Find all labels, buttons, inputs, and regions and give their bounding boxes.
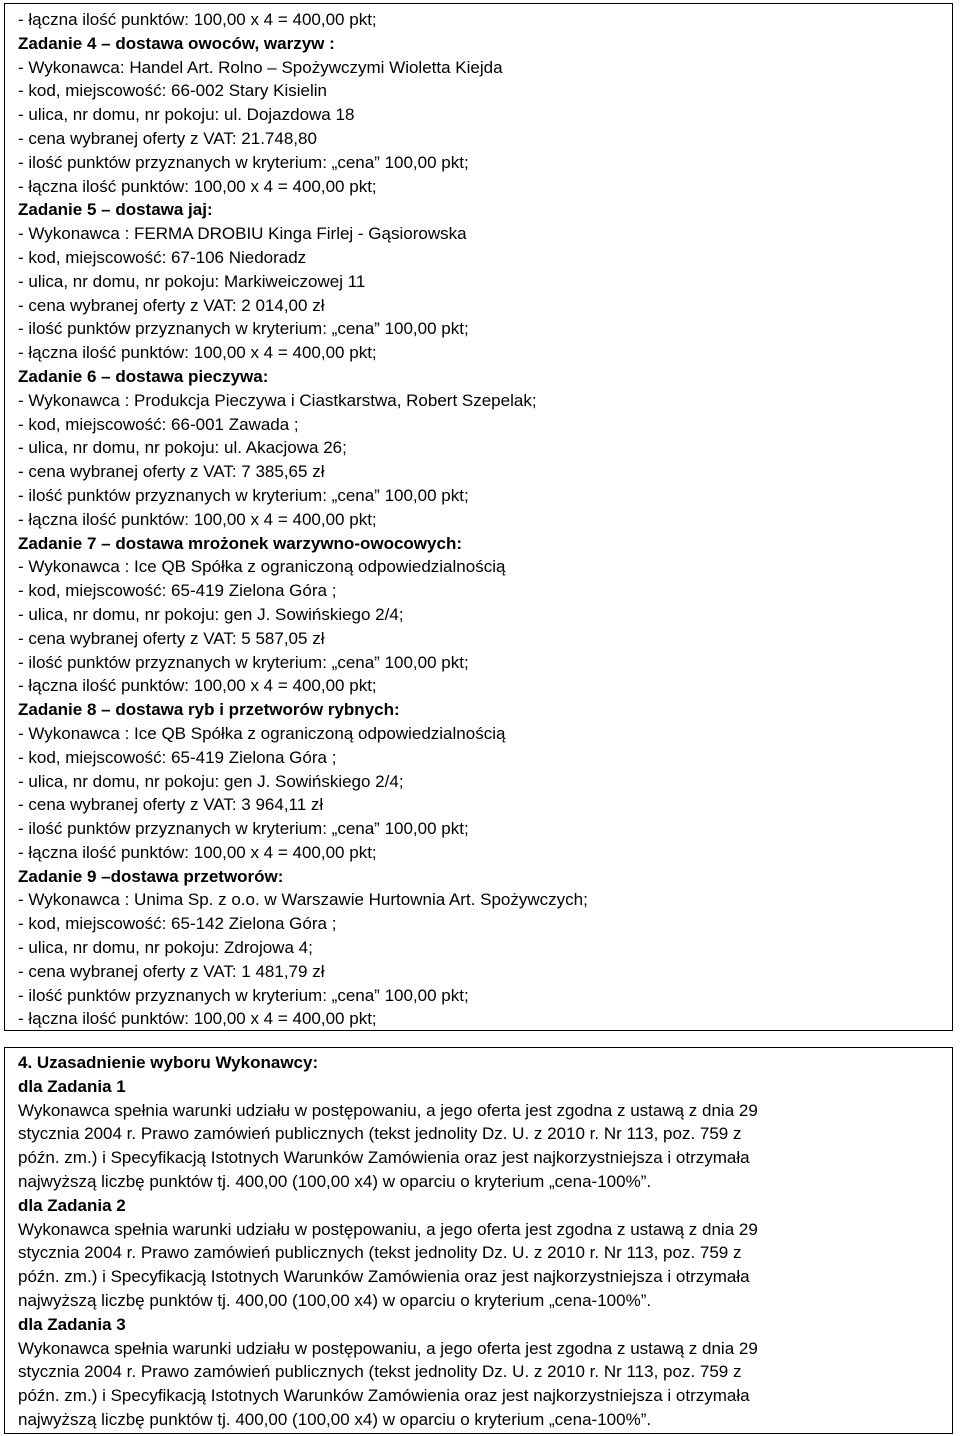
task-detail-line: - Wykonawca: Handel Art. Rolno – Spożywczymi Wioletta Kiejda — [18, 57, 503, 77]
task-detail-line: - cena wybranej oferty z VAT: 1 481,79 zł — [18, 961, 325, 981]
task-heading: Zadanie 4 – dostawa owoców, warzyw : — [18, 33, 335, 53]
justification-task-label: dla Zadania 1 — [18, 1076, 126, 1096]
tasks-content — [18, 8, 948, 1031]
justification-text-line: Wykonawca spełnia warunki udziału w postępowaniu, a jego oferta jest zgodna z ustawą z dnia 29 — [18, 1100, 758, 1120]
justification-text-line: późn. zm.) i Specyfikacją Istotnych Warunków Zamówienia oraz jest najkorzystniejsza i otrzymała — [18, 1267, 750, 1287]
justification-text-line: Wykonawca spełnia warunki udziału w postępowaniu, a jego oferta jest zgodna z ustawą z dnia 29 — [18, 1338, 758, 1358]
task-detail-line: - cena wybranej oferty z VAT: 5 587,05 zł — [18, 628, 325, 648]
justification-text-line: późn. zm.) i Specyfikacją Istotnych Warunków Zamówienia oraz jest najkorzystniejsza i otrzymała — [18, 1386, 750, 1406]
task-detail-line: - łączna ilość punktów: 100,00 x 4 = 400,00 pkt; — [18, 509, 377, 529]
task-detail-line: - ilość punktów przyznanych w kryterium: „cena” 100,00 pkt; — [18, 485, 469, 505]
task-detail-line: - łączna ilość punktów: 100,00 x 4 = 400,00 pkt; — [18, 343, 377, 363]
task-detail-line: - ilość punktów przyznanych w kryterium: „cena” 100,00 pkt; — [18, 319, 469, 339]
task-detail-line: - łączna ilość punktów: 100,00 x 4 = 400,00 pkt; — [18, 676, 377, 696]
task-heading: Zadanie 8 – dostawa ryb i przetworów rybnych: — [18, 700, 400, 720]
tasks-section-box — [4, 3, 953, 1031]
task-detail-line: - kod, miejscowość: 65-419 Zielona Góra ; — [18, 747, 337, 767]
task-detail-line: - ulica, nr domu, nr pokoju: ul. Dojazdowa 18 — [18, 105, 355, 125]
justification-text-line: późn. zm.) i Specyfikacją Istotnych Warunków Zamówienia oraz jest najkorzystniejsza i otrzymała — [18, 1148, 750, 1168]
task-heading: Zadanie 5 – dostawa jaj: — [18, 200, 213, 220]
task-detail-line: - cena wybranej oferty z VAT: 21.748,80 — [18, 128, 317, 148]
task-detail-line: - kod, miejscowość: 65-419 Zielona Góra ; — [18, 581, 337, 601]
task-detail-line: - Wykonawca : Ice QB Spółka z ograniczoną odpowiedzialnością — [18, 557, 506, 577]
task-detail-line: - kod, miejscowość: 67-106 Niedoradz — [18, 247, 307, 267]
task-detail-line: - ulica, nr domu, nr pokoju: ul. Akacjowa 26; — [18, 438, 347, 458]
task-detail-line: - łączna ilość punktów: 100,00 x 4 = 400,00 pkt; — [18, 1009, 377, 1029]
task-detail-line: - ilość punktów przyznanych w kryterium: „cena” 100,00 pkt; — [18, 152, 469, 172]
justification-text-line: najwyższą liczbę punktów tj. 400,00 (100,00 x4) w oparciu o kryterium „cena-100%”. — [18, 1171, 652, 1191]
task-detail-line: - cena wybranej oferty z VAT: 3 964,11 zł — [18, 795, 324, 815]
justification-text-line: Wykonawca spełnia warunki udziału w postępowaniu, a jego oferta jest zgodna z ustawą z dnia 29 — [18, 1219, 758, 1239]
justification-text-line: najwyższą liczbę punktów tj. 400,00 (100,00 x4) w oparciu o kryterium „cena-100%”. — [18, 1290, 652, 1310]
task-heading: Zadanie 6 – dostawa pieczywa: — [18, 366, 269, 386]
justification-text-line: najwyższą liczbę punktów tj. 400,00 (100,00 x4) w oparciu o kryterium „cena-100%”. — [18, 1409, 652, 1429]
task-detail-line: - kod, miejscowość: 66-001 Zawada ; — [18, 414, 299, 434]
task-detail-line: - łączna ilość punktów: 100,00 x 4 = 400,00 pkt; — [18, 10, 377, 29]
justification-text-line: stycznia 2004 r. Prawo zamówień publicznych (tekst jednolity Dz. U. z 2010 r. Nr 113, poz. 759 z — [18, 1124, 742, 1144]
justification-text-line: stycznia 2004 r. Prawo zamówień publicznych (tekst jednolity Dz. U. z 2010 r. Nr 113, poz. 759 z — [18, 1362, 742, 1382]
task-detail-line: - Wykonawca : Ice QB Spółka z ograniczoną odpowiedzialnością — [18, 723, 506, 743]
justification-section-box — [4, 1047, 953, 1434]
task-detail-line: - cena wybranej oferty z VAT: 7 385,65 zł — [18, 462, 325, 482]
task-detail-line: - Wykonawca : FERMA DROBIU Kinga Firlej - Gąsiorowska — [18, 224, 467, 244]
task-detail-line: - łączna ilość punktów: 100,00 x 4 = 400,00 pkt; — [18, 176, 377, 196]
justification-text-line: stycznia 2004 r. Prawo zamówień publicznych (tekst jednolity Dz. U. z 2010 r. Nr 113, poz. 759 z — [18, 1243, 742, 1263]
task-detail-line: - łączna ilość punktów: 100,00 x 4 = 400,00 pkt; — [18, 842, 377, 862]
justification-task-label: dla Zadania 3 — [18, 1314, 126, 1334]
justification-content — [18, 1051, 948, 1432]
task-heading: Zadanie 9 –dostawa przetworów: — [18, 866, 284, 886]
task-detail-line: - ulica, nr domu, nr pokoju: Zdrojowa 4; — [18, 938, 313, 958]
task-heading: Zadanie 7 – dostawa mrożonek warzywno-owocowych: — [18, 533, 462, 553]
task-detail-line: - ilość punktów przyznanych w kryterium: „cena” 100,00 pkt; — [18, 652, 469, 672]
task-detail-line: - kod, miejscowość: 66-002 Stary Kisielin — [18, 81, 327, 101]
task-detail-line: - cena wybranej oferty z VAT: 2 014,00 zł — [18, 295, 325, 315]
justification-heading: 4. Uzasadnienie wyboru Wykonawcy: — [18, 1053, 319, 1072]
task-detail-line: - Wykonawca : Produkcja Pieczywa i Ciastkarstwa, Robert Szepelak; — [18, 390, 537, 410]
task-detail-line: - kod, miejscowość: 65-142 Zielona Góra ; — [18, 914, 337, 934]
task-detail-line: - ulica, nr domu, nr pokoju: gen J. Sowińskiego 2/4; — [18, 771, 404, 791]
justification-task-label: dla Zadania 2 — [18, 1195, 126, 1215]
task-detail-line: - ilość punktów przyznanych w kryterium: „cena” 100,00 pkt; — [18, 985, 469, 1005]
task-detail-line: - Wykonawca : Unima Sp. z o.o. w Warszawie Hurtownia Art. Spożywczych; — [18, 890, 588, 910]
task-detail-line: - ulica, nr domu, nr pokoju: gen J. Sowińskiego 2/4; — [18, 604, 404, 624]
task-detail-line: - ulica, nr domu, nr pokoju: Markiweiczowej 11 — [18, 271, 366, 291]
task-detail-line: - ilość punktów przyznanych w kryterium: „cena” 100,00 pkt; — [18, 819, 469, 839]
